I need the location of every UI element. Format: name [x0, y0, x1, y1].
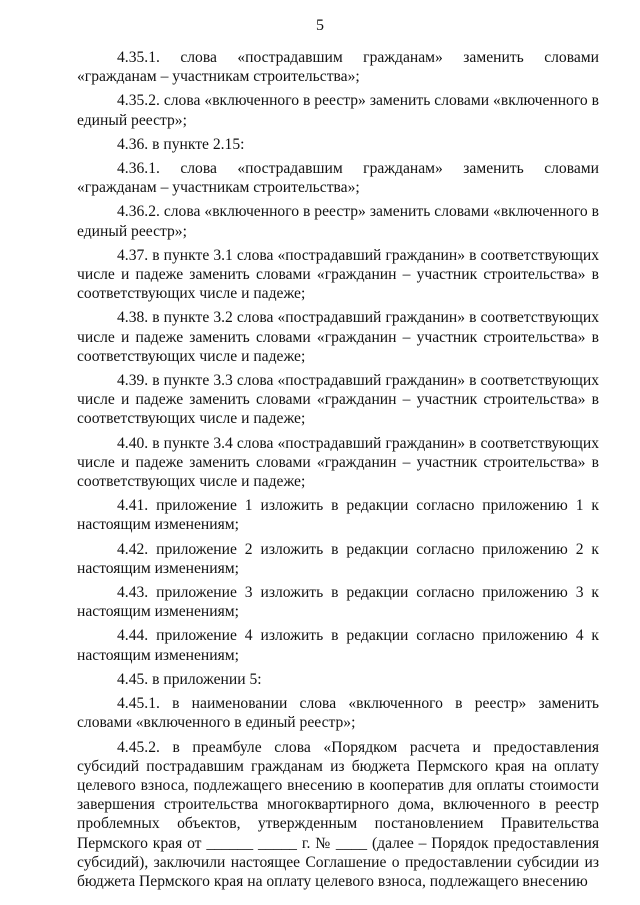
paragraph-4-37: 4.37. в пункте 3.1 слова «пострадавший гражданин» в соответствующих числе и падеже заменить словами «гражданин – участник строительства» в соответствующих числе и падеже; [77, 246, 599, 303]
paragraph-4-45: 4.45. в приложении 5: [117, 670, 262, 688]
paragraph-4-36: 4.36. в пункте 2.15: [117, 135, 245, 153]
paragraph-4-43: 4.43. приложение 3 изложить в редакции согласно приложению 3 к настоящим изменениям; [77, 584, 599, 621]
paragraph-4-40: 4.40. в пункте 3.4 слова «пострадавший гражданин» в соответствующих числе и падеже заменить словами «гражданин – участник строительства» в соответствующих числе и падеже; [77, 434, 599, 491]
paragraph-4-42: 4.42. приложение 2 изложить в редакции согласно приложению 2 к настоящим изменениям; [77, 540, 599, 577]
document-body [77, 48, 599, 896]
paragraph-4-44: 4.44. приложение 4 изложить в редакции согласно приложению 4 к настоящим изменениям; [77, 627, 599, 664]
paragraph-4-36-1: 4.36.1. слова «пострадавшим гражданам» заменить словами «гражданам – участникам строительства»; [77, 160, 599, 197]
page-number: 5 [316, 17, 324, 34]
paragraph-4-35-1: 4.35.1. слова «пострадавшим гражданам» заменить словами «гражданам – участникам строительства»; [77, 49, 599, 86]
paragraph-4-45-1: 4.45.1. в наименовании слова «включенного в реестр» заменить словами «включенного в единый реестр»; [77, 695, 599, 732]
paragraph-4-36-2: 4.36.2. слова «включенного в реестр» заменить словами «включенного в единый реестр»; [77, 203, 599, 240]
paragraph-4-39: 4.39. в пункте 3.3 слова «пострадавший гражданин» в соответствующих числе и падеже заменить словами «гражданин – участник строительства» в соответствующих числе и падеже; [77, 372, 599, 428]
paragraph-4-41: 4.41. приложение 1 изложить в редакции согласно приложению 1 к настоящим изменениям; [77, 497, 599, 534]
paragraph-4-35-2: 4.35.2. слова «включенного в реестр» заменить словами «включенного в единый реестр»; [77, 92, 599, 129]
paragraph-4-45-2: 4.45.2. в преамбуле слова «Порядком расчета и предоставления субсидий пострадавшим гражданам из бюджета Пермского края на оплату целевого взноса, подлежащего внесению в кооператив для оплаты стоимости завершения строительства многоквартирного дома, включенного в реестр проблемных объектов, утвержденным постановлением Правительства Пермского края от ______ _____ г. № ____ (далее – Порядок предоставления субсидий), заключили настоящее Соглашение о предоставлении субсидии из бюджета Пермского края на оплату целевого взноса, подлежащего внесению [77, 738, 599, 890]
paragraph-4-38: 4.38. в пункте 3.2 слова «пострадавший гражданин» в соответствующих числе и падеже заменить словами «гражданин – участник строительства» в соответствующих числе и падеже; [77, 309, 599, 365]
